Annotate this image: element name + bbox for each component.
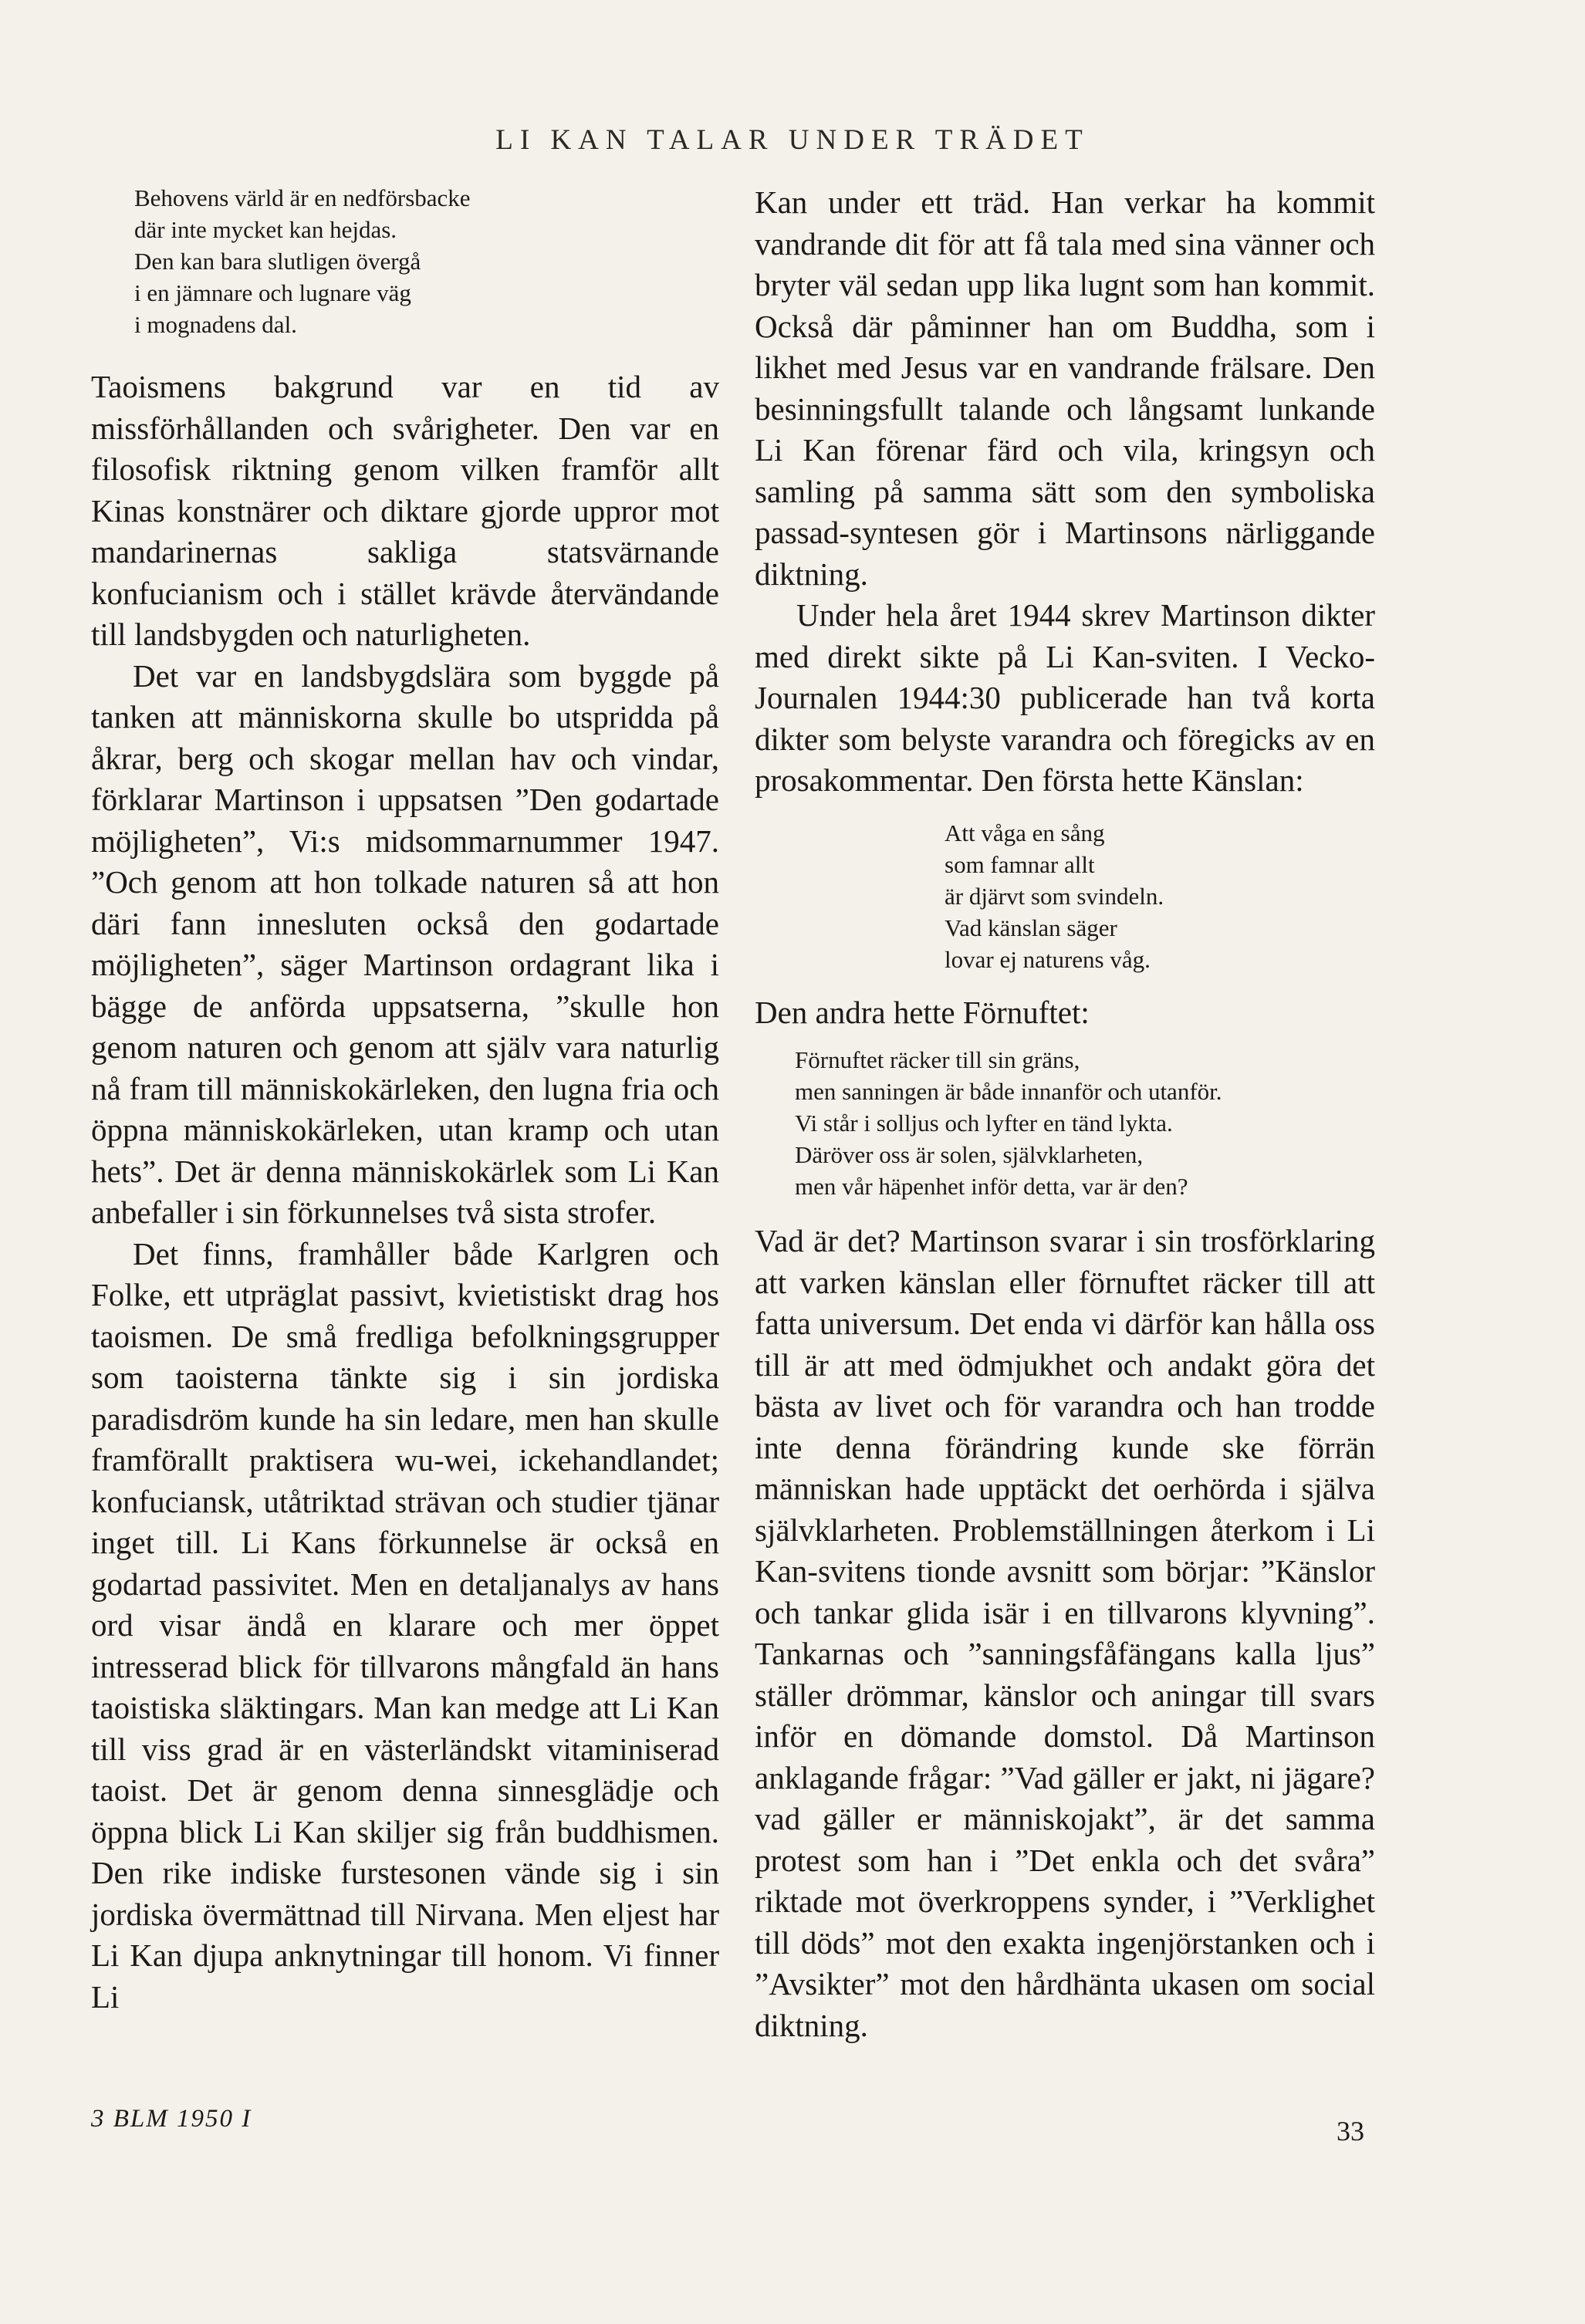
- verse-line: i en jämnare och lugnare väg: [134, 279, 411, 306]
- body-paragraph: Under hela året 1944 skrev Martinson dikter med direkt sikte på Li Kan-sviten. I Vecko-Journalen 1944:30 publicerade han två korta dikter som belyste varandra och föregicks av en prosakommentar. Den första hette Känslan:: [755, 597, 1375, 798]
- verse-line: men sanningen är både innanför och utanför.: [795, 1078, 1222, 1105]
- printer-signature: 3 BLM 1950 I: [91, 2105, 252, 2133]
- verse-line: Behovens värld är en nedförsbacke: [134, 184, 471, 211]
- verse-line: Vi står i solljus och lyfter en tänd lykta.: [795, 1110, 1173, 1137]
- right-column: [755, 182, 1375, 2046]
- body-paragraph: Vad är det? Martinson svarar i sin trosförklaring att varken känslan eller förnuftet räcker till att fatta universum. Det enda vi därför kan hålla oss till är att med ödmjukhet och andakt göra det bästa av livet och för varandra och han trodde inte denna förändring kunde ske förrän människan hade upptäckt det oerhörda i själva självklarheten. Problemställningen återkom i Li Kan-svitens tionde avsnitt som börjar: ”Känslor och tankar glida isär i en tillvarons klyvning”. Tankarnas och ”sanningsfåfängans kalla ljus” ställer drömmar, känslor och aningar till svars inför en dömande domstol. Då Martinson anklagande frågar: ”Vad gäller er jakt, ni jägare? vad gäller er människojakt”, är det samma protest som han i ”Det enkla och det svåra” riktade mot överkroppens synder, i ”Verklighet till döds” mot den exakta ingenjörstanken och i ”Avsikter” mot den hårdhänta ukasen om social diktning.: [755, 1223, 1375, 2043]
- verse-line: Förnuftet räcker till sin gräns,: [795, 1046, 1080, 1073]
- verse-line: Att våga en sång: [945, 819, 1105, 846]
- page-number: 33: [1337, 2116, 1364, 2147]
- verse-line: Den kan bara slutligen övergå: [134, 248, 421, 275]
- verse-line: men vår häpenhet inför detta, var är den?: [795, 1173, 1188, 1200]
- left-column: [91, 182, 719, 2018]
- verse-line: Däröver oss är solen, självklarheten,: [795, 1141, 1144, 1168]
- poem-fornuftet: [795, 1044, 1375, 1202]
- verse-line: som famnar allt: [945, 850, 1095, 878]
- verse-line: lovar ej naturens våg.: [945, 945, 1151, 973]
- poem-intro: Den andra hette Förnuftet:: [755, 994, 1090, 1030]
- opening-verse: [134, 182, 719, 340]
- body-paragraph: Det var en landsbygdslära som byggde på tanken att människorna skulle bo utspridda på åkrar, berg och skogar mellan hav och vindar, förklarar Martinson i uppsatsen ”Den godartade möjligheten”, Vi:s midsommarnummer 1947. ”Och genom att hon tolkade naturen så att hon däri fann innesluten också den godartade möjligheten”, säger Martinson ordagrant lika i bägge de anförda uppsatserna, ”skulle hon genom naturen och genom att själv vara naturlig nå fram till människokärleken, den lugna fria och öppna människokärleken, utan kramp och utan hets”. Det är denna människokärlek som Li Kan anbefaller i sin förkunnelses två sista strofer.: [91, 657, 719, 1230]
- poem-kanslan: [945, 817, 1375, 975]
- verse-line: i mognadens dal.: [134, 311, 297, 338]
- body-paragraph: Det finns, framhåller både Karlgren och Folke, ett utpräglat passivt, kvietistiskt drag hos taoismen. De små fredliga befolkningsgrupper som taoisterna tänkte sig i sin jordiska paradisdröm kunde ha sin ledare, men han skulle framförallt praktisera wu-wei, ickehandlandet; konfuciansk, utåtriktad strävan och studier tjänar inget till. Li Kans förkunnelse är också en godartad passivitet. Men en detaljanalys av hans ord visar ändå en klarare och mer öppet intresserad blick för tillvarons mångfald än hans taoistiska släktingars. Man kan medge att Li Kan till viss grad är en västerländskt vitaminiserad taoist. Det är genom denna sinnesglädje och öppna blick Li Kan skiljer sig från buddhismen. Den rike indiske furstesonen vände sig i sin jordiska övermättnad till Nirvana. Men eljest har Li Kan djupa anknytningar till honom. Vi finner Li: [91, 1235, 719, 2015]
- verse-line: Vad känslan säger: [945, 914, 1117, 941]
- body-paragraph: Kan under ett träd. Han verkar ha kommit vandrande dit för att få tala med sina vänner och bryter väl sedan upp lika lugnt som han kommit. Också där påminner han om Buddha, som i likhet med Jesus var en vandrande frälsare. Den besinningsfullt talande och långsamt lunkande Li Kan förenar färd och vila, kringsyn och samling på samma sätt som den symboliska passad-syntesen gör i Martinsons närliggande diktning.: [755, 184, 1375, 592]
- running-head-title: LI KAN TALAR UNDER TRÄDET: [495, 124, 1090, 156]
- verse-line: är djärvt som svindeln.: [945, 882, 1164, 910]
- verse-line: där inte mycket kan hejdas.: [134, 216, 397, 243]
- body-paragraph: Taoismens bakgrund var en tid av missförhållanden och svårigheter. Den var en filosofisk riktning genom vilken framför allt Kinas konstnärer och diktare gjorde uppror mot mandarinernas sakliga statsvärnande konfucianism och i stället krävde återvändande till landsbygden och naturligheten.: [91, 369, 719, 652]
